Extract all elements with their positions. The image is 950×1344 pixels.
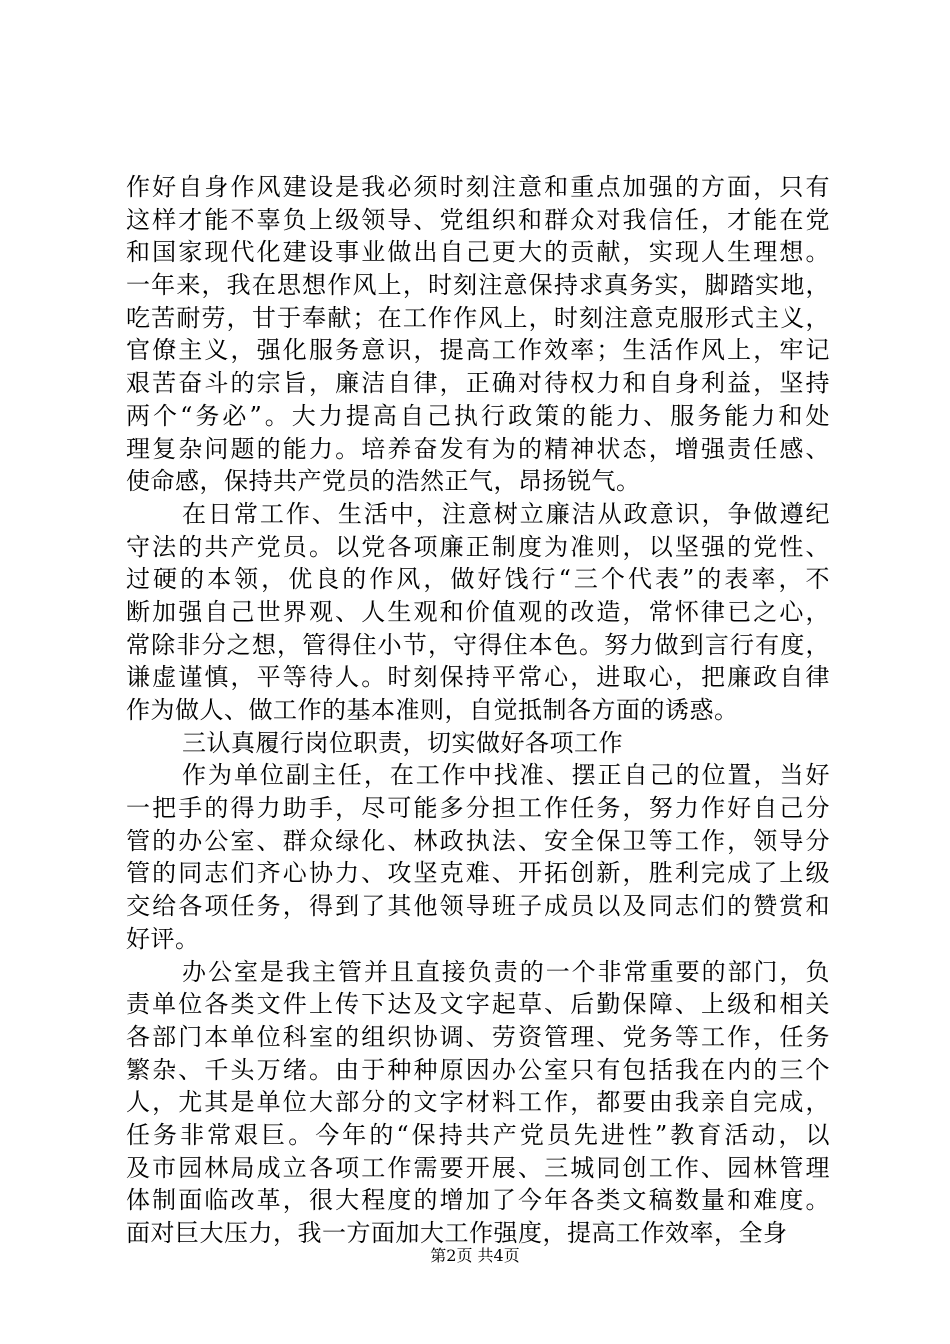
- page-footer: 第2页 共4页: [430, 1246, 520, 1265]
- text-line: 理复杂问题的能力。培养奋发有为的精神状态，增强责任感、: [126, 434, 830, 463]
- text-line: 面对巨大压力，我一方面加大工作强度，提高工作效率，全身: [126, 1219, 788, 1247]
- text-line: 及市园林局成立各项工作需要开展、三城同创工作、园林管理: [126, 1153, 830, 1182]
- text-line: 官僚主义，强化服务意识，提高工作效率；生活作风上，牢记: [126, 336, 830, 365]
- text-line: 作为做人、做工作的基本准则，自觉抵制各方面的诱惑。: [126, 696, 739, 724]
- text-line: 吃苦耐劳，甘于奉献；在工作作风上，时刻注意克服形式主义，: [126, 303, 830, 332]
- text-line: 责单位各类文件上传下达及文字起草、后勤保障、上级和相关: [126, 990, 830, 1019]
- text-line: 作好自身作风建设是我必须时刻注意和重点加强的方面，只有: [126, 173, 830, 201]
- text-line: 使命感，保持共产党员的浩然正气，昂扬锐气。: [126, 467, 641, 496]
- text-line: 体制面临改革，很大程度的增加了今年各类文稿数量和难度。: [126, 1186, 830, 1215]
- text-line: 和国家现代化建设事业做出自己更大的贡献，实现人生理想。: [126, 238, 830, 267]
- text-line: 过硬的本领，优良的作风，做好饯行“三个代表”的表率，不: [126, 565, 830, 594]
- text-line: 断加强自己世界观、人生观和价值观的改造，常怀律已之心，: [126, 597, 830, 626]
- text-line: 办公室是我主管并且直接负责的一个非常重要的部门，负: [182, 957, 830, 986]
- text-line: 各部门本单位科室的组织协调、劳资管理、党务等工作，任务: [126, 1022, 830, 1051]
- paragraph-p4: [126, 759, 830, 955]
- text-line: 一年来，我在思想作风上，时刻注意保持求真务实，脚踏实地，: [126, 271, 830, 300]
- text-line: 交给各项任务，得到了其他领导班子成员以及同志们的赞赏和: [126, 892, 830, 921]
- text-line: 任务非常艰巨。今年的“保持共产党员先进性”教育活动，以: [126, 1120, 830, 1149]
- text-line: 两个“务必”。大力提高自己执行政策的能力、服务能力和处: [126, 401, 830, 430]
- paragraph-p2: [126, 498, 830, 727]
- text-line: 管的办公室、群众绿化、林政执法、安全保卫等工作，领导分: [126, 826, 830, 855]
- paragraph-p3: [126, 727, 830, 760]
- text-line: 这样才能不辜负上级领导、党组织和群众对我信任，才能在党: [126, 205, 830, 234]
- text-line: 作为单位副主任，在工作中找准、摆正自己的位置，当好: [182, 761, 830, 790]
- text-line: 三认真履行岗位职责，切实做好各项工作: [182, 728, 623, 757]
- text-line: 人，尤其是单位大部分的文字材料工作，都要由我亲自完成，: [126, 1088, 830, 1117]
- text-line: 管的同志们齐心协力、攻坚克难、开拓创新，胜利完成了上级: [126, 859, 830, 888]
- paragraph-p5: [126, 956, 830, 1250]
- text-line: 繁杂、千头万绪。由于种种原因办公室只有包括我在内的三个: [126, 1055, 830, 1084]
- text-line: 好评。: [126, 924, 200, 953]
- text-line: 谦虚谨慎，平等待人。时刻保持平常心，进取心，把廉政自律: [126, 663, 830, 692]
- text-line: 一把手的得力助手，尽可能多分担工作任务，努力作好自己分: [126, 794, 830, 823]
- text-line: 艰苦奋斗的宗旨，廉洁自律，正确对待权力和自身利益，坚持: [126, 369, 830, 398]
- document-body: [126, 171, 830, 1250]
- text-line: 常除非分之想，管得住小节，守得住本色。努力做到言行有度，: [126, 630, 830, 659]
- text-line: 守法的共产党员。以党各项廉正制度为准则，以坚强的党性、: [126, 532, 830, 561]
- paragraph-p1: [126, 171, 830, 498]
- text-line: 在日常工作、生活中，注意树立廉洁从政意识，争做遵纪: [182, 499, 830, 528]
